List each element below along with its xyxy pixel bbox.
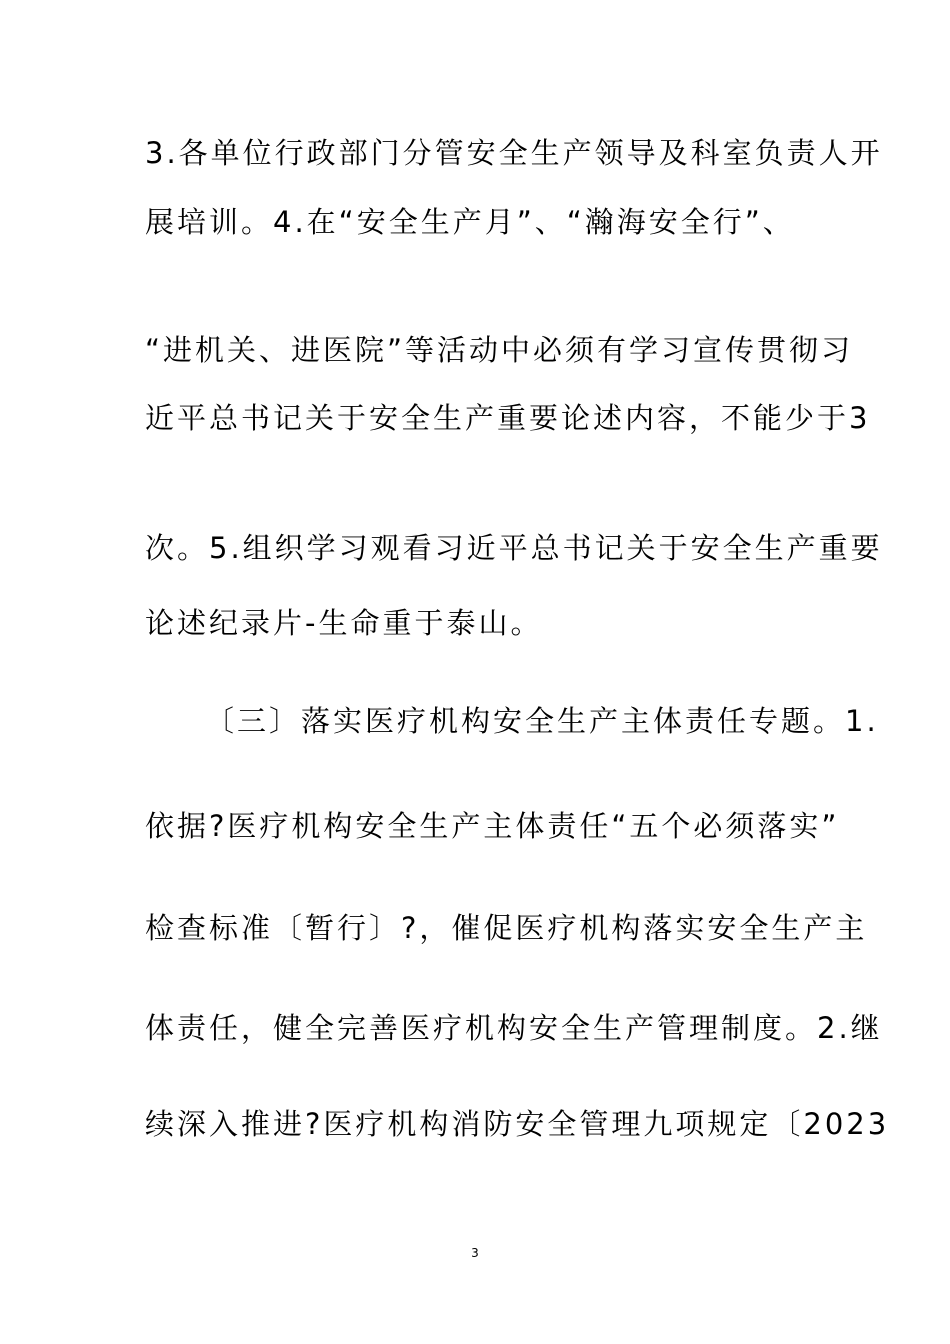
text-line-8: 依据?医疗机构安全生产主体责任“五个必须落实” (145, 809, 840, 843)
text-line-10: 体责任，健全完善医疗机构安全生产管理制度。2.继 (145, 1011, 883, 1045)
text-line-9: 检查标准〔暂行〕?，催促医疗机构落实安全生产主 (145, 911, 868, 945)
text-line-11: 续深入推进?医疗机构消防安全管理九项规定〔2023 (145, 1107, 890, 1141)
text-line-2: 展培训。4.在“安全生产月”、“瀚海安全行”、 (145, 205, 795, 239)
text-line-3: “进机关、进医院”等活动中必须有学习宣传贯彻习 (145, 333, 854, 367)
text-line-1: 3.各单位行政部门分管安全生产领导及科室负责人开 (145, 136, 883, 170)
page-number: 3 (471, 1246, 479, 1260)
text-line-7: 〔三〕落实医疗机构安全生产主体责任专题。1. (205, 704, 879, 738)
text-line-4: 近平总书记关于安全生产重要论述内容，不能少于3 (145, 401, 871, 435)
text-line-6: 论述纪录片-生命重于泰山。 (145, 606, 543, 640)
text-line-5: 次。5.组织学习观看习近平总书记关于安全生产重要 (145, 531, 883, 565)
